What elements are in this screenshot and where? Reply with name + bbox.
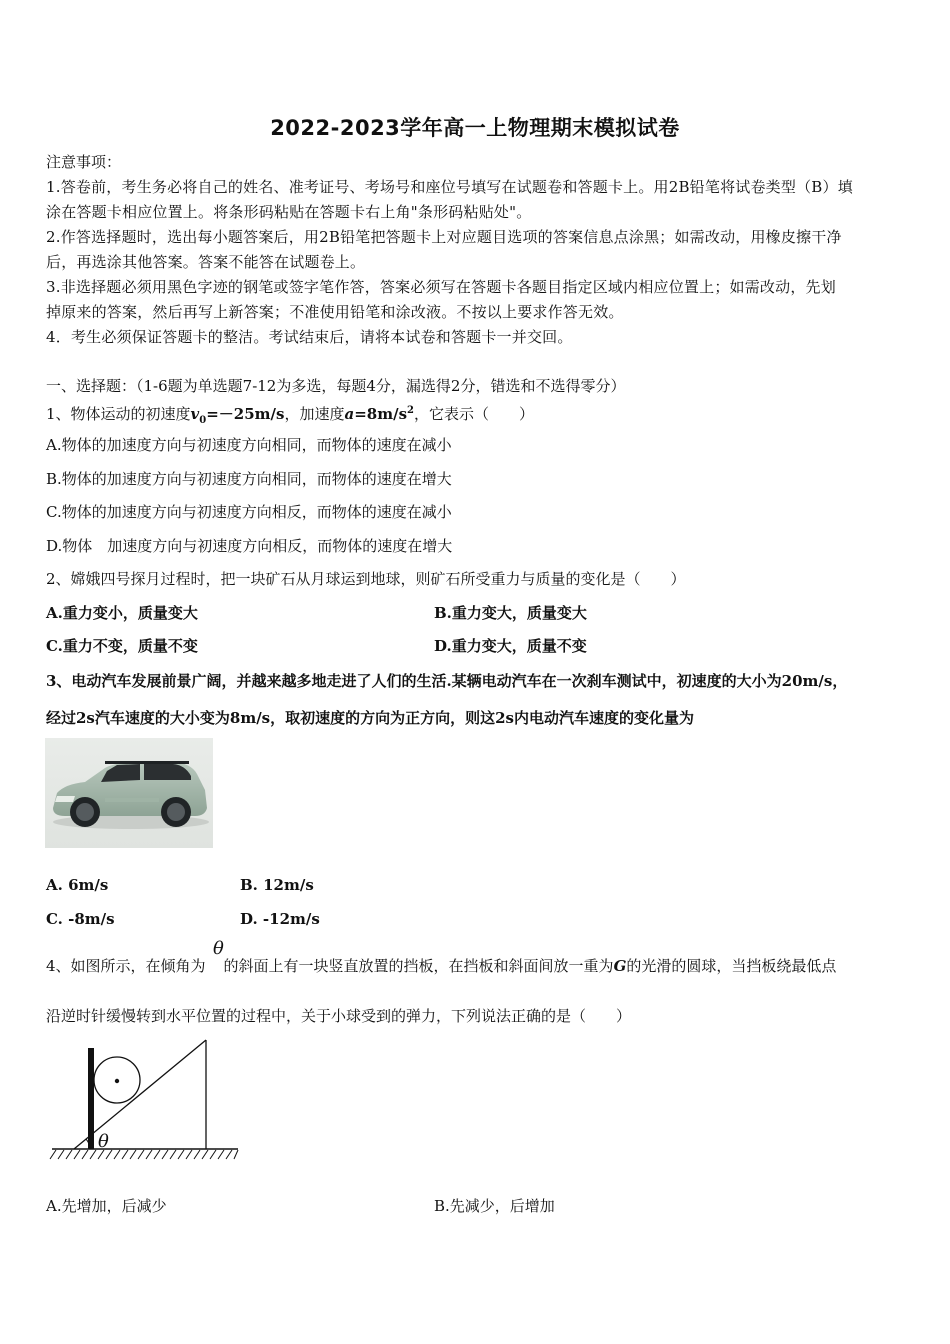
question-4-stem <box>46 956 908 976</box>
option-a: A.先增加，后减少 <box>46 1197 167 1215</box>
incline-diagram <box>48 1038 244 1168</box>
weight-symbol: G <box>613 957 627 975</box>
question-1-stem <box>46 401 908 431</box>
question-3-stem: 3、电动汽车发展前景广阔，并越来越多地走进了人们的生活.某辆电动汽车在一次刹车测试中，初速度的大小为20m/s， <box>46 672 848 690</box>
theta-symbol: θ <box>213 938 224 959</box>
q4-stem-end: 的光滑的圆球，当挡板绕最低点 <box>626 957 837 975</box>
option-c: C. -8m/s <box>46 910 115 928</box>
acceleration-value: =8m/s <box>354 405 408 423</box>
option-b: B.物体的加速度方向与初速度方向相同，而物体的速度在增大 <box>46 470 452 488</box>
option-c: C.物体的加速度方向与初速度方向相反，而物体的速度在减小 <box>46 503 452 521</box>
section-heading: 一、选择题：（1-6题为单选题7-12为多选，每题4分，漏选得2分，错选和不选得零分） <box>46 377 626 395</box>
option-a: A.重力变小，质量变大 <box>46 604 198 622</box>
option-a: A. 6m/s <box>46 876 109 894</box>
acceleration-symbol: a <box>344 405 355 423</box>
option-d: D.物体 加速度方向与初速度方向相反，而物体的速度在增大 <box>46 537 453 555</box>
question-2-stem: 2、嫦娥四号探月过程时，把一块矿石从月球运到地球，则矿石所受重力与质量的变化是（ ） <box>46 570 686 588</box>
option-b: B. 12m/s <box>240 876 314 894</box>
notice-line: 3.非选择题必须用黑色字迹的钢笔或签字笔作答，答案必须写在答题卡各题目指定区域内相应位置上；如需改动，先划 <box>46 278 836 296</box>
q1-stem-mid: ，加速度 <box>284 405 345 423</box>
q4-stem-mid: 的斜面上有一块竖直放置的挡板，在挡板和斜面间放一重为 <box>223 957 614 975</box>
q1-stem-post: ，它表示（ ） <box>414 405 535 423</box>
notice-heading: 注意事项： <box>46 153 122 171</box>
option-d: D.重力变大，质量不变 <box>434 637 587 655</box>
angle-label: θ <box>98 1131 109 1152</box>
page-title: 2022-2023学年高一上物理期末模拟试卷 <box>270 116 680 140</box>
electric-car-image <box>45 738 213 848</box>
question-4-stem: 沿逆时针缓慢转到水平位置的过程中，关于小球受到的弹力，下列说法正确的是（ ） <box>46 1007 632 1025</box>
option-c: C.重力不变，质量不变 <box>46 637 198 655</box>
notice-line: 后，再选涂其他答案。答案不能答在试题卷上。 <box>46 253 366 271</box>
q4-stem-pre: 4、如图所示，在倾角为 <box>46 957 206 975</box>
notice-line: 2.作答选择题时，选出每小题答案后，用2B铅笔把答题卡上对应题目选项的答案信息点涂黑；如需改动，用橡皮擦干净 <box>46 228 842 246</box>
q1-stem-pre: 1、物体运动的初速度 <box>46 405 191 423</box>
notice-line: 掉原来的答案，然后再写上新答案；不准使用铅笔和涂改液。不按以上要求作答无效。 <box>46 303 624 321</box>
velocity-value: =－25m/s <box>206 405 285 423</box>
option-d: D. -12m/s <box>240 910 320 928</box>
notice-line: 涂在答题卡相应位置上。将条形码粘贴在答题卡右上角"条形码粘贴处"。 <box>46 203 532 221</box>
notice-line: 4．考生必须保证答题卡的整洁。考试结束后，请将本试卷和答题卡一并交回。 <box>46 328 573 346</box>
option-b: B.先减少，后增加 <box>434 1197 555 1215</box>
option-b: B.重力变大，质量变大 <box>434 604 587 622</box>
velocity-symbol: v <box>190 405 200 423</box>
option-a: A.物体的加速度方向与初速度方向相同，而物体的速度在减小 <box>46 436 452 454</box>
velocity-subscript: 0 <box>199 415 207 426</box>
question-3-stem: 经过2s汽车速度的大小变为8m/s，取初速度的方向为正方向，则这2s内电动汽车速度的变化量为 <box>46 709 694 727</box>
notice-line: 1.答卷前，考生务必将自己的姓名、准考证号、考场号和座位号填写在试题卷和答题卡上。用2B铅笔将试卷类型（B）填 <box>46 178 853 196</box>
acceleration-exponent: 2 <box>407 405 415 416</box>
